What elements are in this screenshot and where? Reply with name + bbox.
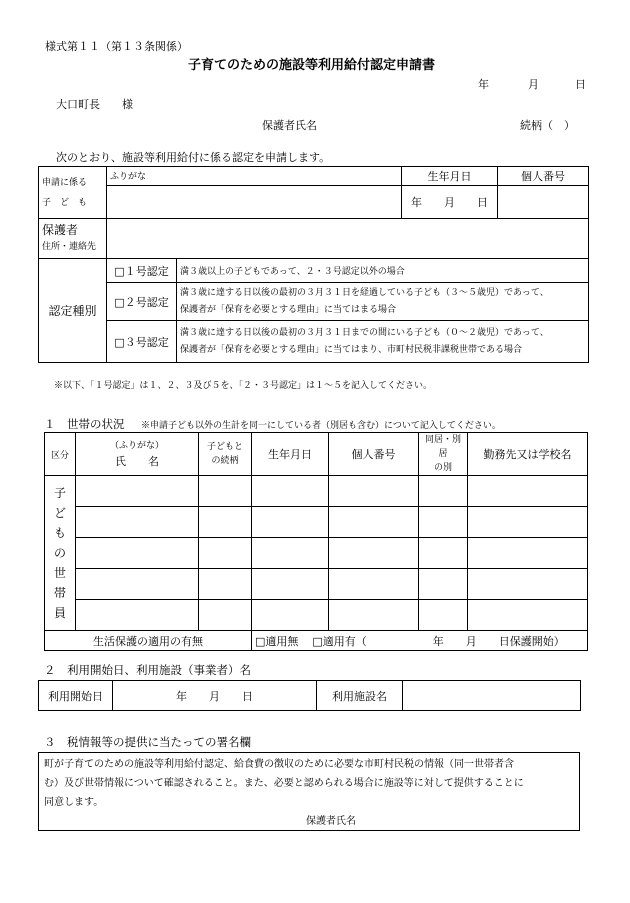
relation-header-line2: の続柄: [211, 456, 239, 466]
cert-type-1-checkbox[interactable]: □１号認定: [107, 259, 177, 283]
hh-id-cell[interactable]: [329, 476, 419, 507]
child-name-cell[interactable]: [107, 186, 402, 219]
hh-id-cell[interactable]: [329, 538, 419, 569]
guardian-addr-row: [39, 219, 589, 259]
side-char-6: 帯: [53, 586, 66, 600]
hh-relation-cell[interactable]: [199, 538, 252, 569]
table-row: [45, 600, 588, 631]
child-info-table: [38, 166, 589, 363]
consent-line1: 町が子育てのための施設等利用給付認定、給食費の徴収のために必要な市町村民税の情報（同一世帯者含: [44, 759, 514, 770]
cert-row-2: [39, 283, 589, 321]
cert-type-3-checkbox[interactable]: □３号認定: [107, 321, 177, 363]
cert-type-label: 認定種別: [39, 259, 107, 363]
cert-type-3-desc-line1: 満３歳に達する日以後の最初の３月３１日までの間にいる子ども（０～２歳児）であって、: [180, 327, 549, 338]
relation-label: 続柄（ ）: [520, 119, 575, 132]
hh-relation-cell[interactable]: [199, 507, 252, 538]
cert-row-3: [39, 321, 589, 363]
cohab-header-line1: 同居・別居: [424, 435, 461, 459]
side-char-5: 世: [53, 566, 66, 580]
section3-heading: ３ 税情報等の提供に当たっての署名欄: [44, 735, 251, 749]
hh-birthdate-cell[interactable]: [252, 476, 329, 507]
table-row: [45, 569, 588, 600]
cert-type-2-checkbox[interactable]: □２号認定: [107, 283, 177, 321]
cert-row-1: [39, 259, 589, 283]
form-title: 子育てのための施設等利用給付認定申請書: [188, 58, 436, 73]
date-day: 日: [575, 78, 586, 91]
consent-line3: 同意します。: [44, 797, 104, 808]
welfare-row: [45, 631, 588, 651]
hh-cohab-cell[interactable]: [419, 476, 468, 507]
cert-type-3-desc: [177, 321, 589, 363]
facility-label: 利用施設名: [317, 681, 403, 711]
side-char-3: も: [53, 526, 66, 540]
welfare-none-checkbox[interactable]: □適用無: [255, 634, 299, 648]
addressee: 大口町長 様: [56, 98, 133, 111]
hh-cohab-cell[interactable]: [419, 507, 468, 538]
start-date-label: 利用開始日: [39, 681, 113, 711]
work-header: 勤務先又は学校名: [468, 433, 588, 476]
guardian-addr-line1: 保護者: [42, 222, 79, 237]
name-header-name: 氏 名: [115, 455, 159, 468]
relation-header: [199, 433, 252, 476]
child-label-line2: 子 ど も: [42, 197, 88, 208]
date-year: 年: [478, 78, 489, 91]
welfare-options: [252, 631, 588, 651]
side-char-7: 員: [53, 606, 66, 620]
birthdate-value[interactable]: 年 月 日: [402, 186, 498, 219]
child-row-top: [39, 167, 589, 186]
hh-id-cell[interactable]: [329, 569, 419, 600]
hh-id-cell[interactable]: [329, 507, 419, 538]
scope-note: ※以下、「１号認定」は１、２、３及び５を、「２・３号認定」は１～５を記入してください。: [54, 381, 433, 391]
hh-birthdate-cell[interactable]: [252, 569, 329, 600]
birthdate-header: 生年月日: [402, 167, 498, 186]
hh-relation-cell[interactable]: [199, 600, 252, 631]
hh-cohab-cell[interactable]: [419, 600, 468, 631]
guardian-name-label: 保護者氏名: [262, 119, 317, 132]
hh-name-cell[interactable]: [76, 569, 199, 600]
child-id-cell[interactable]: [498, 186, 589, 219]
side-char-2: ど: [53, 506, 66, 520]
name-header-furigana: （ふりがな）: [109, 441, 164, 451]
hh-work-cell[interactable]: [468, 538, 588, 569]
household-side-label: [45, 476, 76, 631]
welfare-yes-checkbox[interactable]: □適用有（ 年 月 日保護開始）: [312, 634, 565, 648]
child-label-cell: [39, 167, 107, 219]
cohab-header-line2: の別: [433, 463, 452, 473]
table-row: [45, 476, 588, 507]
section1-heading: １ 世帯の状況: [44, 417, 125, 431]
hh-work-cell[interactable]: [468, 507, 588, 538]
hh-birthdate-cell[interactable]: [252, 507, 329, 538]
id-header: 個人番号: [498, 167, 589, 186]
usage-table: [38, 680, 581, 711]
hh-name-cell[interactable]: [76, 476, 199, 507]
hh-cohab-cell[interactable]: [419, 569, 468, 600]
usage-row: [39, 681, 581, 711]
kubun-header: 区分: [45, 433, 76, 476]
name-header: [76, 433, 199, 476]
hh-id-cell[interactable]: [329, 600, 419, 631]
hh-name-cell[interactable]: [76, 538, 199, 569]
section1-note: ※申請子ども以外の生計を同一にしている者（別居も含む）について記入してください。: [141, 421, 501, 431]
hh-birthdate-cell[interactable]: [252, 600, 329, 631]
relation-header-line1: 子どもと: [206, 442, 243, 452]
hh-name-cell[interactable]: [76, 600, 199, 631]
hh-work-cell[interactable]: [468, 600, 588, 631]
cert-type-2-desc-line2: 保護者が「保育を必要とする理由」に当てはまる場合: [180, 304, 397, 315]
hh-work-cell[interactable]: [468, 476, 588, 507]
child-row-bottom: [39, 186, 589, 219]
hh-name-cell[interactable]: [76, 507, 199, 538]
table-row: [45, 538, 588, 569]
hh-birthdate-cell[interactable]: [252, 538, 329, 569]
guardian-addr-line2: 住所・連絡先: [42, 241, 97, 252]
household-header-row: [45, 433, 588, 476]
hh-birthdate-header: 生年月日: [252, 433, 329, 476]
form-number: 様式第１１（第１３条関係）: [45, 40, 188, 53]
start-date-value[interactable]: 年 月 日: [113, 681, 317, 711]
hh-cohab-cell[interactable]: [419, 538, 468, 569]
child-label-line1: 申請に係る: [42, 177, 88, 188]
facility-cell[interactable]: [403, 681, 581, 711]
furigana-label: ふりがな: [110, 172, 147, 182]
welfare-label: 生活保護の適用の有無: [45, 631, 252, 651]
table-row: [45, 507, 588, 538]
side-char-4: の: [53, 546, 66, 560]
intro-text: 次のとおり、施設等利用給付に係る認定を申請します。: [56, 151, 331, 164]
consent-sign-label[interactable]: 保護者氏名: [306, 816, 356, 827]
cert-type-1-desc: 満３歳以上の子どもであって、２・３号認定以外の場合: [177, 259, 589, 283]
date-month: 月: [528, 78, 539, 91]
cert-type-2-desc: [177, 283, 589, 321]
guardian-addr-cell[interactable]: [107, 219, 589, 259]
household-table: [44, 432, 588, 651]
cert-type-3-desc-line2: 保護者が「保育を必要とする理由」に当てはまり、市町村民税非課税世帯である場合: [180, 344, 523, 355]
hh-id-header: 個人番号: [329, 433, 419, 476]
furigana-cell[interactable]: [107, 167, 402, 186]
hh-relation-cell[interactable]: [199, 569, 252, 600]
consent-box: [38, 752, 580, 831]
hh-work-cell[interactable]: [468, 569, 588, 600]
cohab-header: [419, 433, 468, 476]
cert-type-2-desc-line1: 満３歳に達する日以後の最初の３月３１日を経過している子ども（３～５歳児）であって、: [180, 287, 549, 298]
section2-heading: ２ 利用開始日、利用施設（事業者）名: [44, 663, 251, 677]
consent-line2: む）及び世帯情報について確認されること。また、必要と認められる場合に施設等に対して提供することに: [44, 778, 524, 789]
guardian-addr-label: [39, 219, 107, 259]
hh-relation-cell[interactable]: [199, 476, 252, 507]
side-char-1: 子: [53, 486, 66, 500]
